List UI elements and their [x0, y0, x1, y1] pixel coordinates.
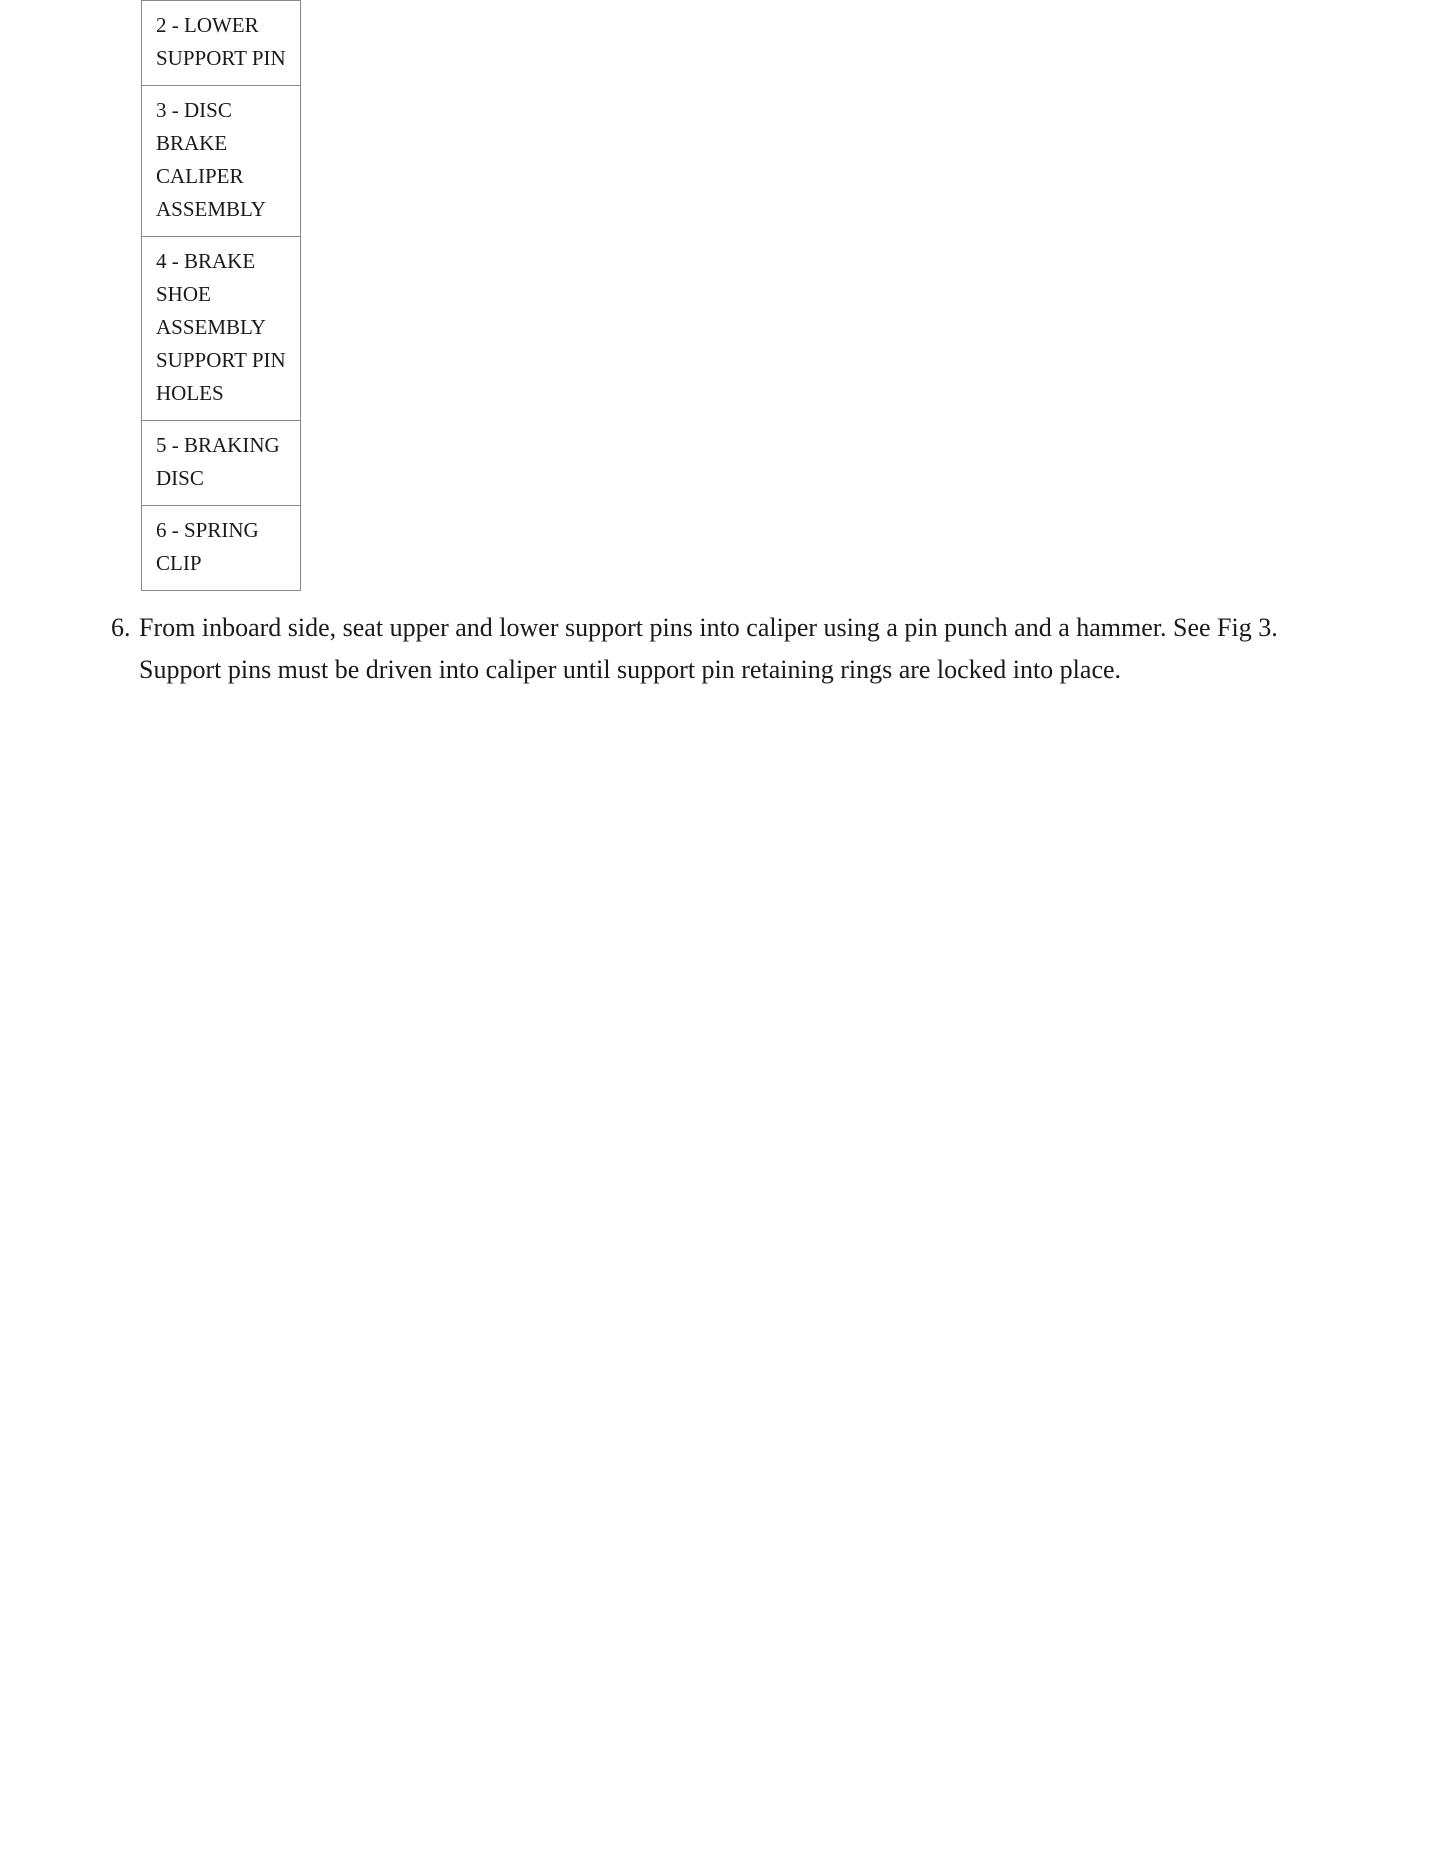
legend-item-spring-clip: 6 - SPRING CLIP — [142, 506, 301, 591]
procedure-step — [0, 607, 1445, 691]
procedure-steps — [0, 607, 1445, 691]
legend-row — [142, 421, 301, 506]
step-text: From inboard side, seat upper and lower support pins into caliper using a pin punch and a hammer. See Fig 3. Support pins must be driven into caliper until support pin retaining rings are locked into place. — [139, 613, 1278, 684]
legend-item-support-pin-holes: 4 - BRAKE SHOE ASSEMBLY SUPPORT PIN HOLES — [142, 237, 301, 421]
legend-item-lower-support-pin: 2 - LOWER SUPPORT PIN — [142, 1, 301, 86]
legend-row — [142, 237, 301, 421]
legend-item-braking-disc: 5 - BRAKING DISC — [142, 421, 301, 506]
legend-row — [142, 1, 301, 86]
legend-row — [142, 86, 301, 237]
figure-legend-table — [141, 0, 301, 591]
legend-item-disc-brake-caliper-assembly: 3 - DISC BRAKE CALIPER ASSEMBLY — [142, 86, 301, 237]
legend-row — [142, 506, 301, 591]
step-number: 6. — [111, 613, 131, 642]
